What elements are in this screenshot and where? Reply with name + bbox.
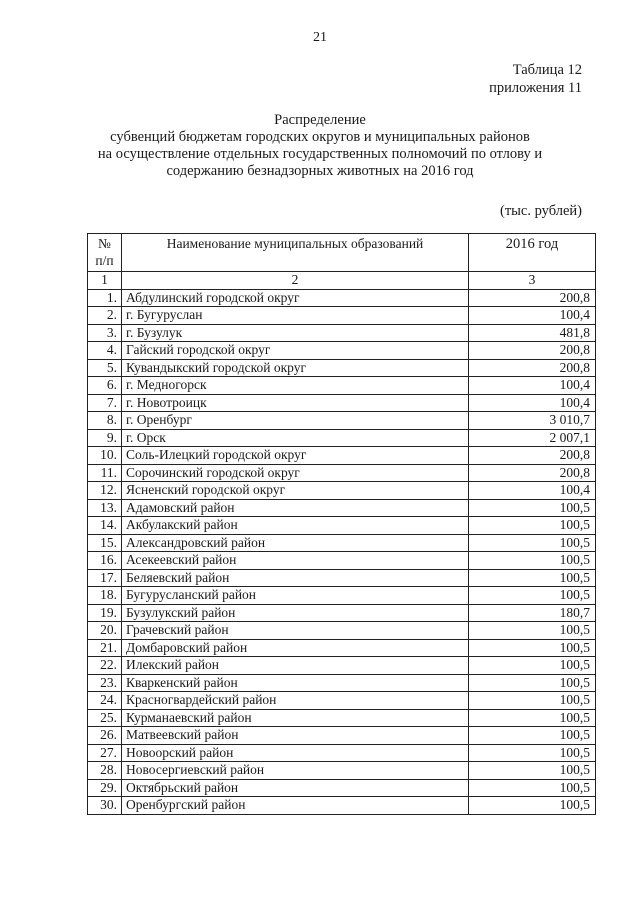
table-row — [88, 359, 596, 377]
units-label: (тыс. рублей) — [500, 203, 582, 219]
table-row — [88, 464, 596, 482]
table-row — [88, 429, 596, 447]
row-number: 1. — [88, 289, 122, 307]
row-name: Бузулукский район — [122, 604, 469, 622]
row-value: 180,7 — [469, 604, 596, 622]
table-row — [88, 779, 596, 797]
table-row — [88, 394, 596, 412]
row-value: 100,5 — [469, 517, 596, 535]
row-name: г. Бугуруслан — [122, 307, 469, 325]
row-name: Асекеевский район — [122, 552, 469, 570]
row-number: 19. — [88, 604, 122, 622]
heading-title: Распределение — [274, 112, 366, 128]
table-row — [88, 692, 596, 710]
table-row — [88, 657, 596, 675]
row-number: 26. — [88, 727, 122, 745]
table-row — [88, 412, 596, 430]
row-number: 22. — [88, 657, 122, 675]
header-name: Наименование муниципальных образований — [122, 234, 469, 272]
row-name: Красногвардейский район — [122, 692, 469, 710]
table-row — [88, 674, 596, 692]
row-value: 100,5 — [469, 639, 596, 657]
row-number: 7. — [88, 394, 122, 412]
row-name: Гайский городской округ — [122, 342, 469, 360]
row-number: 17. — [88, 569, 122, 587]
row-number: 15. — [88, 534, 122, 552]
row-name: Матвеевский район — [122, 727, 469, 745]
row-value: 100,5 — [469, 779, 596, 797]
heading-line1: субвенций бюджетам городских округов и муниципальных районов — [110, 129, 530, 145]
row-value: 481,8 — [469, 324, 596, 342]
table-row — [88, 324, 596, 342]
row-value: 200,8 — [469, 359, 596, 377]
row-number: 28. — [88, 762, 122, 780]
row-value: 100,4 — [469, 307, 596, 325]
row-value: 100,5 — [469, 797, 596, 815]
row-name: г. Оренбург — [122, 412, 469, 430]
row-number: 4. — [88, 342, 122, 360]
table-body — [88, 289, 596, 814]
table-label-line2: приложения 11 — [489, 80, 582, 96]
row-number: 27. — [88, 744, 122, 762]
row-number: 10. — [88, 447, 122, 465]
row-value: 100,5 — [469, 692, 596, 710]
table-label-line1: Таблица 12 — [512, 62, 582, 78]
table-row — [88, 762, 596, 780]
row-value: 100,5 — [469, 709, 596, 727]
row-number: 20. — [88, 622, 122, 640]
row-number: 23. — [88, 674, 122, 692]
row-number: 5. — [88, 359, 122, 377]
row-value: 100,5 — [469, 569, 596, 587]
header-num — [88, 234, 122, 272]
document-heading — [60, 112, 580, 180]
row-name: Домбаровский район — [122, 639, 469, 657]
row-name: Беляевский район — [122, 569, 469, 587]
header-num-line2: п/п — [95, 253, 114, 268]
table-row — [88, 482, 596, 500]
row-value: 100,5 — [469, 674, 596, 692]
table-row — [88, 797, 596, 815]
row-number: 30. — [88, 797, 122, 815]
heading-line2: на осуществление отдельных государственных полномочий по отлову и — [97, 146, 543, 162]
row-value: 100,5 — [469, 587, 596, 605]
row-value: 100,5 — [469, 552, 596, 570]
row-number: 14. — [88, 517, 122, 535]
table-row — [88, 307, 596, 325]
row-number: 24. — [88, 692, 122, 710]
column-index-2: 2 — [122, 272, 469, 290]
table-row — [88, 744, 596, 762]
row-number: 8. — [88, 412, 122, 430]
row-name: г. Медногорск — [122, 377, 469, 395]
table-row — [88, 552, 596, 570]
row-number: 21. — [88, 639, 122, 657]
row-name: Акбулакский район — [122, 517, 469, 535]
row-value: 3 010,7 — [469, 412, 596, 430]
table-row — [88, 709, 596, 727]
row-name: Кваркенский район — [122, 674, 469, 692]
row-number: 11. — [88, 464, 122, 482]
header-value: 2016 год — [469, 234, 596, 272]
table-row — [88, 587, 596, 605]
row-value: 200,8 — [469, 447, 596, 465]
row-name: Адамовский район — [122, 499, 469, 517]
table-row — [88, 569, 596, 587]
row-name: Грачевский район — [122, 622, 469, 640]
row-value: 100,5 — [469, 744, 596, 762]
table-label — [489, 61, 582, 97]
row-number: 9. — [88, 429, 122, 447]
table-row — [88, 517, 596, 535]
row-name: Новосергиевский район — [122, 762, 469, 780]
table-row — [88, 377, 596, 395]
row-value: 100,5 — [469, 622, 596, 640]
row-number: 25. — [88, 709, 122, 727]
row-number: 16. — [88, 552, 122, 570]
row-name: Сорочинский городской округ — [122, 464, 469, 482]
header-num-line1: № — [98, 236, 111, 251]
row-name: Оренбургский район — [122, 797, 469, 815]
row-name: Курманаевский район — [122, 709, 469, 727]
row-number: 6. — [88, 377, 122, 395]
column-index-3: 3 — [469, 272, 596, 290]
row-number: 13. — [88, 499, 122, 517]
row-value: 200,8 — [469, 289, 596, 307]
row-name: Ясненский городской округ — [122, 482, 469, 500]
row-value: 2 007,1 — [469, 429, 596, 447]
row-value: 100,4 — [469, 377, 596, 395]
row-value: 100,4 — [469, 394, 596, 412]
table-header-row — [88, 234, 596, 272]
row-number: 3. — [88, 324, 122, 342]
table-row — [88, 639, 596, 657]
row-name: Октябрьский район — [122, 779, 469, 797]
page-number: 21 — [313, 30, 327, 45]
allocation-table — [87, 233, 596, 815]
row-number: 29. — [88, 779, 122, 797]
table-row — [88, 342, 596, 360]
row-name: Кувандыкский городской округ — [122, 359, 469, 377]
row-name: Александровский район — [122, 534, 469, 552]
heading-line3: содержанию безнадзорных животных на 2016 год — [166, 163, 474, 179]
table-row — [88, 289, 596, 307]
row-name: г. Бузулук — [122, 324, 469, 342]
row-value: 100,5 — [469, 727, 596, 745]
table-row — [88, 604, 596, 622]
table-row — [88, 727, 596, 745]
row-name: Соль-Илецкий городской округ — [122, 447, 469, 465]
row-number: 18. — [88, 587, 122, 605]
row-value: 100,5 — [469, 534, 596, 552]
row-number: 2. — [88, 307, 122, 325]
table-row — [88, 534, 596, 552]
row-value: 100,5 — [469, 657, 596, 675]
row-name: Илекский район — [122, 657, 469, 675]
row-value: 100,4 — [469, 482, 596, 500]
row-name: Бугурусланский район — [122, 587, 469, 605]
row-name: г. Новотроицк — [122, 394, 469, 412]
row-value: 100,5 — [469, 499, 596, 517]
row-value: 200,8 — [469, 342, 596, 360]
column-index-1: 1 — [88, 272, 122, 290]
table-row — [88, 622, 596, 640]
row-name: Абдулинский городской округ — [122, 289, 469, 307]
row-name: Новоорский район — [122, 744, 469, 762]
table-row — [88, 447, 596, 465]
row-number: 12. — [88, 482, 122, 500]
row-value: 100,5 — [469, 762, 596, 780]
row-value: 200,8 — [469, 464, 596, 482]
column-index-row — [88, 272, 596, 290]
row-name: г. Орск — [122, 429, 469, 447]
table-row — [88, 499, 596, 517]
